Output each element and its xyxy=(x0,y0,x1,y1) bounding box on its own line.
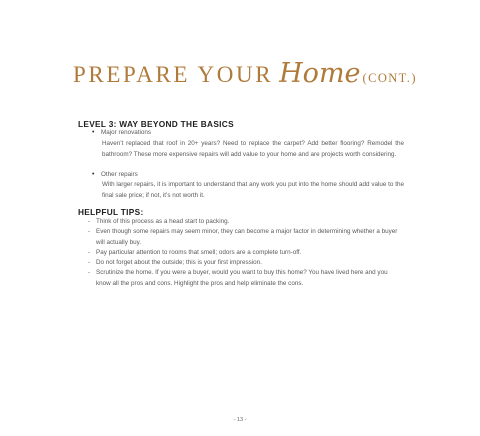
tip-item: - Scrutinize the home. If you were a buyer, would you want to buy this home? You have lived here and you know all the pros and cons. Highlight the pros and help eliminate the cons. xyxy=(88,269,388,287)
bullet-item-other-repairs xyxy=(92,170,138,181)
title-caps: PREPARE YOUR xyxy=(73,62,274,87)
page-title xyxy=(73,58,417,89)
dash-icon: - xyxy=(88,218,91,225)
bullet-paragraph: Haven’t replaced that roof in 20+ years? Need to replace the carpet? Add better flooring? Remodel the bathroom? These more expensive repairs will add value to your home and are projects worth considering. xyxy=(102,140,404,158)
title-cont: (CONT.) xyxy=(362,71,417,85)
dash-icon: - xyxy=(88,249,91,256)
tip-item: - Even though some repairs may seem minor, they can become a major factor in determining whether a buyer will actually buy. xyxy=(88,228,398,246)
title-script-word: Home xyxy=(279,58,361,89)
bullet-label: Other repairs xyxy=(101,171,138,178)
tip-item: - Pay particular attention to rooms that smell; odors are a complete turn-off. xyxy=(88,248,404,259)
tip-item: - Do not forget about the outside; this is your first impression. xyxy=(88,258,404,269)
page-number: - 13 - xyxy=(233,417,247,423)
tips-heading: HELPFUL TIPS: xyxy=(78,207,144,217)
bullet-icon: • xyxy=(92,129,95,136)
dash-icon: - xyxy=(88,259,91,266)
dash-icon: - xyxy=(88,228,91,235)
bullet-label: Major renovations xyxy=(101,129,152,136)
dash-icon: - xyxy=(88,269,91,276)
bullet-item-major-renovations xyxy=(92,128,151,139)
tip-item: - Think of this process as a head start to packing. xyxy=(88,217,404,228)
bullet-icon: • xyxy=(92,171,95,178)
bullet-paragraph: With larger repairs, it is important to understand that any work you put into the home should add value to the final sale price; if not, it’s not worth it. xyxy=(102,181,404,199)
level3-heading: LEVEL 3: WAY BEYOND THE BASICS xyxy=(78,119,234,129)
